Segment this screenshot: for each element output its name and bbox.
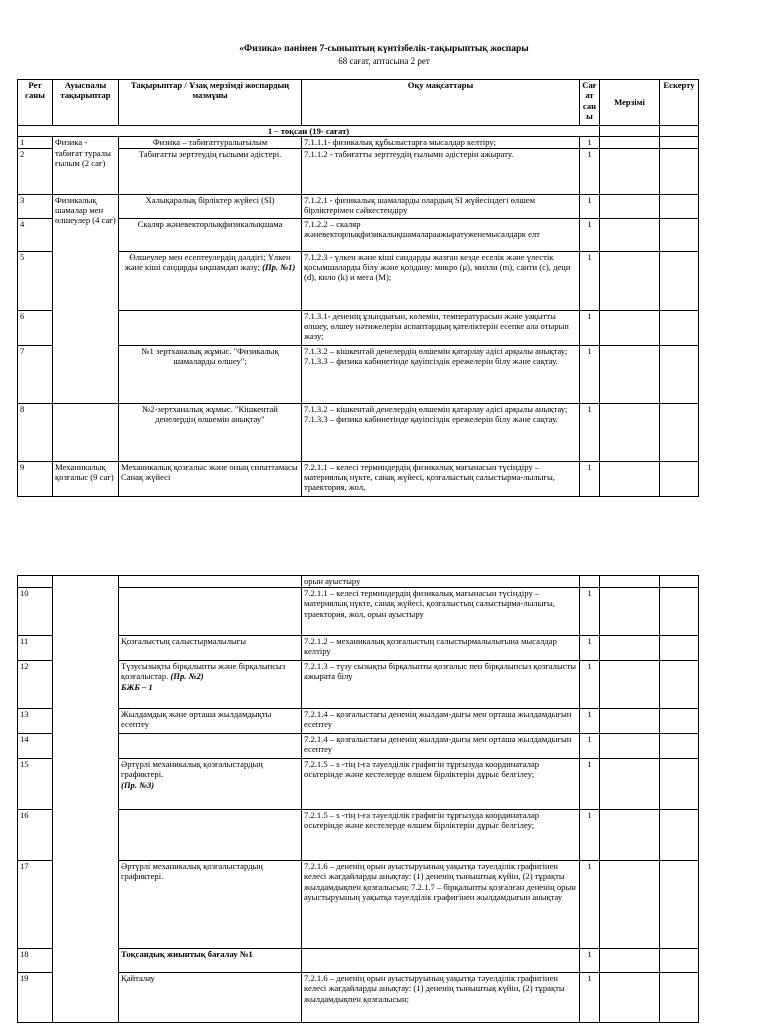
table-row: 9 Механикалық қозғалыс (9 сағ) Механикалық қозғалыс және оның сипаттамасы Санақ жүйесі 7.2.1.1 – келесі терминдердің физикалық мағынасын түсіндіру – материялық нүкте, санақ жүйесі, қозғалыстың салыстырма-лылығы, траектория, жол, 1 bbox=[18, 461, 699, 496]
table-row: 16 7.2.1.5 – s -тің t-ға тәуелділік графигін тұрғызуда координаталар осьтерінде және кестелерде өлшем бірліктерін дұрыс белгілеу; 1 bbox=[18, 810, 699, 861]
table-row: 10 7.2.1.1 – келесі терминдердің физикалық мағынасын түсіндіру – материялық нүкте, санақ жүйесі, қозғалыстың салыстырма-лылығы, траектория, жол, орын ауыстыру 1 bbox=[18, 588, 699, 636]
table-row: 6 7.1.3.1- дененің ұзындығын, көлемін, температурасын және уақытты өлшеу, өлшеу нәтижелерін аспаптардың қателіктерін есепке ала отырып жазу; 1 bbox=[18, 310, 699, 345]
quarter-label: 1 – тоқсан (19- сағат) bbox=[18, 126, 600, 137]
table-row: 18 Тоқсандық жиынтық бағалау №1 1 bbox=[18, 949, 699, 973]
document-subtitle: 68 сағат, аптасына 2 рет bbox=[338, 56, 430, 66]
table-row: 15 Әртүрлі механикалық қозғалыстардың графиктері. (Пр. №3) 7.2.1.5 – s -тің t-ға тәуелділік графигін тұрғызуда координаталар осьтерінде және кестелерде өлшем бірліктерін дұрыс белгілеу; 1 bbox=[18, 759, 699, 810]
header-hours: Сағат саны bbox=[580, 80, 600, 126]
table-row: 2 Табиғатты зерттеудің ғылыми әдістері. 7.1.1.2 - табиғатты зерттеудің ғылыми әдістерін ажырату. 1 bbox=[18, 148, 699, 194]
plan-table-part-1 bbox=[17, 79, 699, 497]
header-topic: Тақырыптар / Ұзақ мерзімді жоспардың мазмұны bbox=[119, 80, 302, 126]
header-goals: Оқу мақсаттары bbox=[302, 80, 580, 126]
table-row: 4 Скаляр жәневекторлықфизикалықшама 7.1.2.2 – скаляр жәневекторлықфизикалықшамалараажыратуженемысалдарк елт 1 bbox=[18, 218, 699, 251]
header-note: Ескерту bbox=[660, 80, 699, 126]
quarter-row bbox=[18, 126, 699, 137]
table-row: 13 Жылдамдық және орташа жылдамдықты есептеу 7.2.1.4 – қозғалыстағы дененің жылдам-дығы мен орташа жылдамдығын есептеу 1 bbox=[18, 709, 699, 734]
table-row: 12 Түзусызықты бірқалыпты және бірқалыпсыз қозғалыстар. (Пр. №2) БЖБ – 1 7.2.1.3 – түзу сызықты бірқалыпты қозғалыс пен бірқалыпсыз қозғалысты ажырата білу 1 bbox=[18, 661, 699, 709]
plan-table-part-2 bbox=[17, 575, 699, 1023]
header-row bbox=[18, 80, 699, 126]
table-row: 7 №1 зертханалық жұмыс. "Физикалық шамаларды өлшеу"; 7.1.3.2 – кішкентай денелердің өлшемін қатарлау әдісі арқылы анықтау; 7.1.3.3 – физика кабинетінде қауіпсіздік ережелерін білу және сақтау. 1 bbox=[18, 345, 699, 403]
table-row: 11 Қозғалыстың салыстырмалылығы 7.2.1.2 – механикалық қозғалыстың салыстырмалылығына мысалдар келтіру 1 bbox=[18, 636, 699, 661]
table-row: 8 №2-зертханалық жұмыс. "Кішкентай денелердің өлшемін анықтау" 7.1.3.2 – кішкентай денелердің өлшемін қатарлау әдісі арқылы анықтау; 7.1.3.3 – физика кабинетінде қауіпсіздік ережелерін білу және сақтау. 1 bbox=[18, 403, 699, 461]
table-row: 17 Әртүрлі механикалық қозғалыстардың графиктері. 7.2.1.6 – дененің орын ауыстыруының уақытқа тәуелділік графигінен келесі жағдайларды анықтау: (1) дененің тыныштық күйін, (2) тұрақты жылдамдықпен қозғалысын; 7.2.1.7 – бірқалыпты қозғалған дененің орын ауыстыруының уақытқа тәуелділік графигінен жылдамдығын анықтау 1 bbox=[18, 861, 699, 949]
table-row: 1 Физика - табиғат туралы ғылым (2 сағ) Физика – табиғаттуралығылым 7.1.1.1- физикалық құбылыстарға мысалдар келтіру; 1 bbox=[18, 137, 699, 148]
section-label: Физикалық шамалар мен өлшеулер (4 сағ) bbox=[53, 194, 119, 403]
section-label: Физика - табиғат туралы ғылым (2 сағ) bbox=[53, 137, 119, 194]
document-title: «Физика» пәнінен 7-сыныптың күнтізбелік-тақырыптық жоспары bbox=[239, 44, 529, 54]
table-row: 3 Физикалық шамалар мен өлшеулер (4 сағ) Халықаралық бірліктер жүйесі (SI) 7.1.2.1 - физикалық шамаларды олардың SI жүйесіндегі өлшем бірліктерімен сәйкестендіру 1 bbox=[18, 194, 699, 218]
header-date: Мерзімі bbox=[600, 80, 660, 126]
table-row: 14 7.2.1.4 – қозғалыстағы дененің жылдам-дығы мен орташа жылдамдығын есептеу 1 bbox=[18, 734, 699, 759]
header-num: Рет саны bbox=[18, 80, 53, 126]
table-row: орын ауыстыру bbox=[18, 576, 699, 588]
table-row: 5 Өлшеулер мен есептеулердің дәлдігі; Үлкен және кіші сандарды ықшамдап жазу; (Пр. №1) 7.1.2.3 - үлкен және кіші сандарды жазған кезде еселік және үлестік қосымшаларды білу және қолдану: микро (μ), милли (m), санти (с), деци (d), кило (k) и мега (М); 1 bbox=[18, 251, 699, 310]
section-label: Механикалық қозғалыс (9 сағ) bbox=[53, 461, 119, 496]
header-section: Ауыспалы тақырыптар bbox=[53, 80, 119, 126]
table-row: 19 Қайталау 7.2.1.6 – дененің орын ауыстыруының уақытқа тәуелділік графигінен келесі жағдайларды анықтау: (1) дененің тыныштық күйін, (2) тұрақты жылдамдықпен қозғалысын; 1 bbox=[18, 973, 699, 1023]
